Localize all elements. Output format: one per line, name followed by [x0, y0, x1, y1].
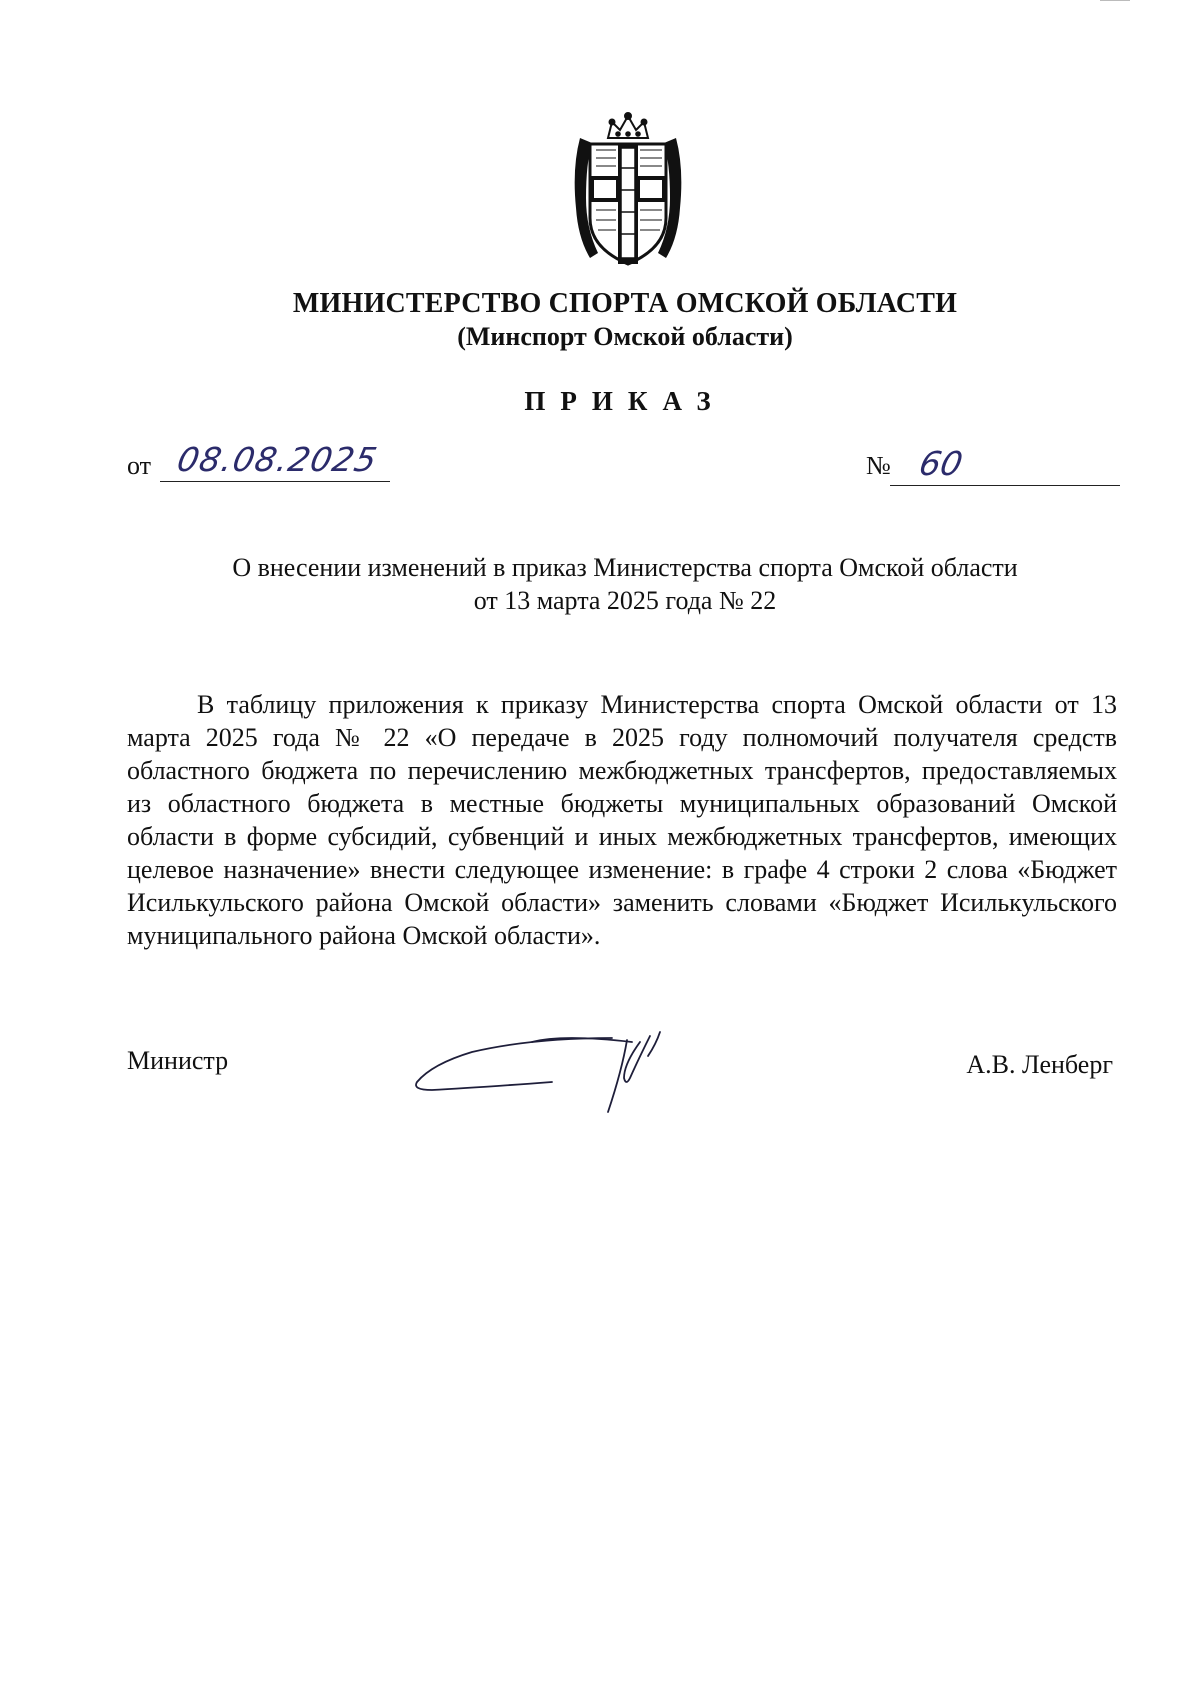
- signatory-name: А.В. Ленберг: [966, 1050, 1113, 1079]
- handwritten-number: 60: [915, 444, 967, 483]
- order-body-paragraph: В таблицу приложения к приказу Министерства спорта Омской области от 13 марта 2025 года № 22 «О передаче в 2025 году полномочий получателя средств областного бюджета по перечислению межбюджетных трансфертов, предоставляемых из областного бюджета в местные бюджеты муниципальных образований Омской области в форме субсидий, субвенций и иных межбюджетных трансфертов, имеющих целевое назначение» внести следующее изменение: в графе 4 строки 2 слова «Бюджет Исилькульского района Омской области» заменить словами «Бюджет Исилькульского муниципального района Омской области».: [127, 690, 1117, 950]
- signatory-position: Министр: [127, 1046, 229, 1075]
- date-label: от: [127, 451, 152, 480]
- number-label: №: [866, 451, 891, 480]
- date-underline: [160, 481, 390, 482]
- corner-mark: [1100, 0, 1130, 1]
- number-underline: [890, 485, 1120, 486]
- handwritten-date: 08.08.2025: [173, 440, 382, 479]
- handwritten-signature: [412, 1030, 722, 1130]
- ministry-name: МИНИСТЕРСТВО СПОРТА ОМСКОЙ ОБЛАСТИ: [292, 288, 958, 319]
- document-type-title: ПРИКАЗ: [524, 386, 726, 416]
- subject-line-2: от 13 марта 2025 года № 22: [473, 586, 777, 615]
- subject-line-1: О внесении изменений в приказ Министерства спорта Омской области: [232, 553, 1018, 582]
- ministry-short-name: (Минспорт Омской области): [457, 322, 793, 351]
- coat-of-arms-emblem: [568, 108, 688, 274]
